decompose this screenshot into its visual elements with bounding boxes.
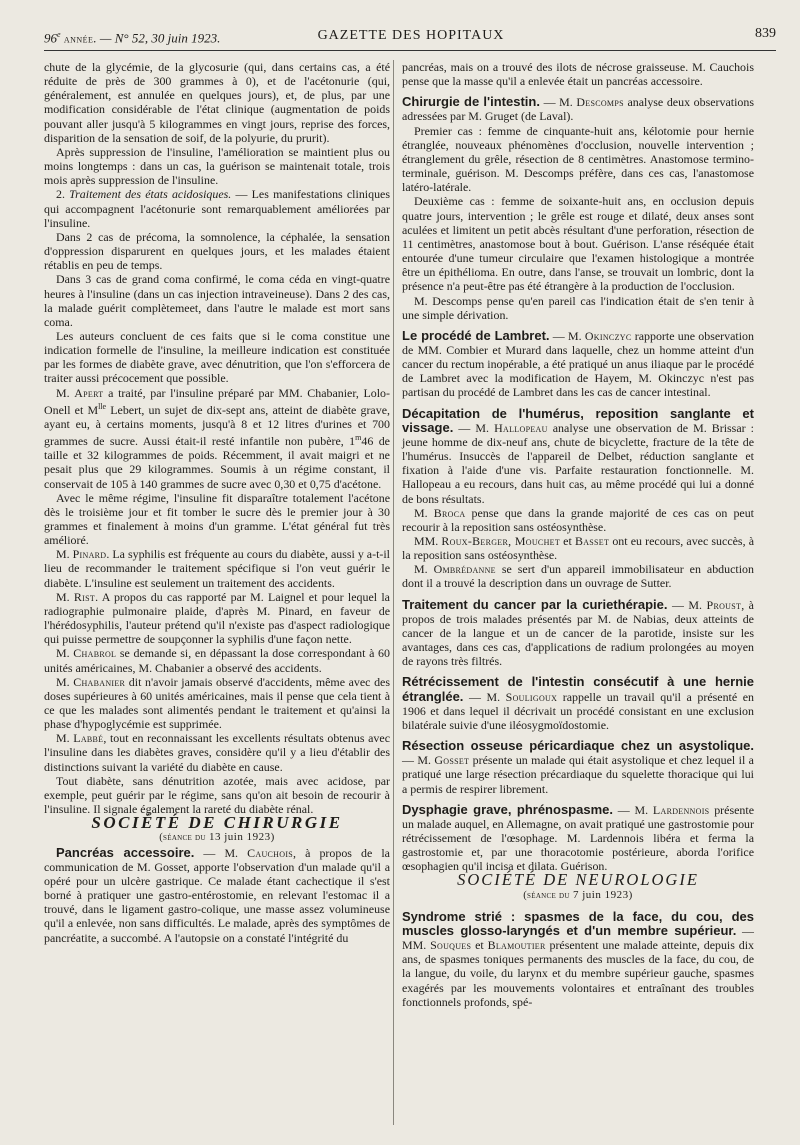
paragraph — [44, 675, 390, 732]
text: présente un malade qui était asystolique et chez lequel il a pratiqué une large résection précardiaque du squelette thoracique qui lui a permis de respirer librement. — [402, 753, 754, 796]
society-heading: SOCIÉTÉ DE CHIRURGIE — [91, 813, 343, 833]
article-heading: Dysphagie grave, phrénospasme. — [402, 801, 613, 817]
text: — M. — [612, 802, 653, 817]
author-name: Broca — [433, 505, 466, 520]
paragraph: Dans 2 cas de précoma, la somnolence, la céphalée, la sensation d'oppression disparurent en quelques jours, et les malades étaient rétablis en peu de temps. — [44, 229, 390, 273]
text: — M. — [667, 597, 707, 612]
journal-title: GAZETTE DES HOPITAUX — [317, 28, 505, 43]
author-name: Ombrédanne — [433, 562, 496, 577]
text: M. — [56, 646, 74, 661]
page-header — [44, 26, 778, 48]
paragraph: Deuxième cas : femme de soixante-huit ans, en occlusion depuis quatre jours, intervention ; le grêle est rouge et dilaté, deux anses sont aculées et limitent un petit abcès résultant d'une perforation, résection de 11 centimètres, anastomose bout à bout. Guérison. L'anse réséquée était entourée d'une tumeur circulaire que l'examen histologique a montrée être un épithélioma. En outre, dans l'anse, se trouvait un lombric, dont la présence n'a peut-être pas été étrangère à la production de l'occlusion. — [402, 194, 754, 294]
seance-word: (séance du — [159, 832, 206, 844]
paragraph: Tout diabète, sans dénutrition azotée, mais avec acidose, par exemple, peut guérir par le régime, sans qu'on ait besoin de recourir à l'insuline. Il signale également la rareté du diabète rénal. — [44, 773, 390, 817]
text: M. — [56, 674, 74, 689]
text: — M. — [194, 845, 248, 860]
page-number: 839 — [755, 26, 776, 41]
article — [402, 329, 754, 400]
paragraph: M. Descomps pense qu'en pareil cas l'indication était de s'en tenir à une simple dérivation. — [402, 293, 754, 322]
text: M. — [56, 385, 75, 400]
paragraph — [44, 547, 390, 589]
paragraph: chute de la glycémie, de la glycosurie (qui, dans certains cas, a été réduite de près de 300 grammes à 0), et de l'acétonurie (qui, généralement, est annulée en quelques jours), et, de plus, par une modification considérable de l'état clinique (augmentation de poids pouvant aller jusqu'à 5 kilogrammes en vingt jours, reprise des forces, disparition de la sensation de soif, de la polyurie, du prurit). — [44, 60, 390, 145]
text: rappelle un travail qu'il a présenté en 1906 et dans lequel il décrivait un procédé consistant en une exclusion bilatérale suivie d'une iléosygmoïdostomie. — [402, 689, 754, 732]
section-number: 2. — [56, 187, 65, 202]
paragraph — [402, 534, 754, 562]
paragraph — [44, 590, 390, 647]
text: a traité, par l'insuline préparé par MM. Chabanier, Lolo-Onell et M — [44, 385, 390, 417]
text: , tout en reconnaissant les excellents résultats obtenus avec l'insuline dans les diabètes graves, considère qu'il y a lieu d'établir des distinctions suivant la variété du diabète en cause. — [44, 731, 390, 774]
text: — M. — [453, 420, 495, 435]
author-name: Pinard — [72, 547, 107, 562]
column-divider — [393, 60, 394, 1125]
paragraph: pancréas, mais on a trouvé des ilots de nécrose graisseuse. M. Cauchois pense que la masse qu'il a enlevée était un pancréas accessoire. — [402, 60, 754, 89]
text: — M. — [549, 328, 585, 343]
text: . A propos du cas rapporté par M. Laignel et pour lequel la radiographie pulmonaire plaide, d'après M. Pinard, en faveur de l'hérédosyphilis, l'auteur prétend qu'il n'existe pas d'aspect radiologique qui puisse permettre de soupçonner la syphilis d'une façon nette. — [44, 589, 390, 647]
seance-line — [402, 888, 754, 903]
text: Lebert, un sujet de dix-sept ans, atteint de diabète grave, ayant eu, à certains moments, jusqu'à 8 et 12 litres d'urines et 700 grammes de sucre. Aussi était-il resté infantile non pubère, 1 — [44, 402, 390, 449]
paragraph: Dans 3 cas de grand coma confirmé, le coma céda en vingt-quatre heures à l'insuline (dans un cas injection intraveineuse). Dans 2 des cas, la malade guérit complètemeet, dans l'autre le malade est mort sans coma. — [44, 272, 390, 329]
author-name: Rist — [73, 589, 96, 604]
author-name: Descomps — [576, 95, 624, 110]
text: — MM. — [402, 923, 754, 953]
paragraph — [44, 846, 390, 945]
paragraph — [44, 386, 390, 491]
text: M. — [414, 505, 434, 520]
article — [402, 598, 754, 669]
article — [402, 675, 754, 732]
article — [402, 910, 754, 1009]
author-name: Chabrol — [73, 646, 117, 661]
paragraph — [44, 731, 390, 773]
section-title: Traitement des états acidosiques. — [69, 187, 232, 202]
article — [402, 739, 754, 796]
text: M. — [414, 562, 434, 577]
paragraph — [402, 562, 754, 590]
paragraph: Après suppression de l'insuline, l'amélioration se maintient plus ou moins longtemps : dans un cas, la guérison se maintenait totale, trois mois après suppression de l'insuline. — [44, 144, 390, 188]
text: et — [471, 938, 488, 953]
text: dit n'avoir jamais observé d'accidents, même avec des doses supérieures à 60 unités américaines, mais il pense que cela tient à ce que les malades sont alimentés pendant le traitement et qu'ainsi la phase d'hypoglycémie est supprimée. — [44, 674, 390, 732]
author-name: Basset — [574, 534, 610, 548]
article — [402, 407, 754, 506]
seance-date: 7 juin 1923) — [569, 888, 633, 901]
author-name: Chabanier — [73, 674, 126, 689]
header-rule — [44, 50, 776, 51]
author-name: Cauchois — [247, 845, 294, 860]
sup: lle — [98, 401, 107, 411]
text: et — [560, 534, 575, 548]
text: ont eu recours, avec succès, à la reposition sans ostéosynthèse. — [402, 534, 755, 563]
author-name: Lardennois — [652, 802, 710, 817]
author-name: Souques — [430, 938, 472, 953]
text: M. — [56, 589, 74, 604]
article-heading: Rétrécissement de l'intestin consécutif à une hernie étranglée. — [402, 674, 754, 704]
author-name: Blamoutier — [487, 938, 546, 953]
text: , à propos de la communication de M. Gosset, apporte l'observation d'un malade qu'il a opéré pour un ulcère gastrique. Ce malade étant cachectique il s'est borné à pratiquer une gastro-entérostomie, en relevant l'estomac il a trouvé, dans le ligament gastro-colique, une masse assez volumineuse qu'il a enlevée, non sans difficultés. Le malade, après des symptômes de pancréatite, a succombé. A l'autopsie on a constaté l'intégrité du — [44, 845, 390, 945]
text: , à propos de trois malades présentés par M. de Nabias, deux atteints de cancer de la langue et un de cancer de la parotide, insiste sur les avantages, dans ces cas, d'applications de radium prolongées au moyen de rayons très filtrés. — [402, 597, 754, 669]
text: . La syphilis est fréquente au cours du diabète, aussi y a-t-il lieu de recommander le traitement spécifique si l'on veut guérir le diabète. L'insuline est seulement un traitement des accidents. — [44, 547, 390, 590]
text: — M. — [539, 95, 577, 110]
paragraph — [44, 646, 390, 674]
text: se sert d'un appareil immobilisateur en abduction dont il a trouvé la description dans un ouvrage de Sutter. — [402, 562, 754, 591]
author-name: Okinczyc — [584, 328, 632, 343]
paragraph-text: — Les manifestations cliniques qui accompagnent l'acétonurie sont remarquablement améliorées par l'insuline. — [44, 187, 390, 230]
seance-date: 13 juin 1923) — [205, 831, 275, 844]
text: — M. — [463, 689, 506, 704]
text: M. — [56, 731, 74, 746]
text: pense que dans la grande majorité de ces cas on peut recourir à la reposition sans ostéosynthèse. — [402, 505, 754, 534]
society-heading: SOCIÉTÉ DE NEUROLOGIE — [457, 870, 699, 890]
article-heading: Syndrome strié : spasmes de la face, du cou, des muscles glosso-laryngés et d'un membre supérieur. — [402, 908, 754, 938]
author-name: Proust — [706, 597, 742, 612]
left-column — [44, 60, 390, 945]
paragraph: Les auteurs concluent de ces faits que si le coma constitue une indication formelle de l'insuline, la meilleure indication est constituée par les formes de diabète grave, avec dénutrition, que l'on s'efforcera de traiter aussi précocement que possible. — [44, 328, 390, 386]
author-name: Apert — [74, 385, 104, 400]
text: 46 de taille et 32 kilogrammes de poids. Récemment, il avait maigri et ne pesait plus que 29 kilogrammes. Soumis à un régime constant, il conservait de 105 à 140 grammes de sucre avec 0,30 et 0,75 d'acétone. — [44, 434, 390, 491]
paragraph — [402, 506, 754, 534]
article-heading: Traitement du cancer par la curiethérapie. — [402, 596, 668, 612]
issue-sup: e — [57, 30, 61, 39]
sup: m — [355, 433, 362, 443]
paragraph: Avec le même régime, l'insuline fit disparaître totalement l'acétone dès le troisième jour et fit tomber le sucre dès le premier jour à 30 grammes et finalement à moins d'un gramme. L'état général fut très amélioré. — [44, 490, 390, 548]
article-heading: Pancréas accessoire. — [56, 844, 195, 860]
article-heading: Résection osseuse péricardiaque chez un asystolique. — [402, 738, 754, 754]
seance-word: (séance du — [523, 889, 570, 901]
issue-word: année — [63, 33, 94, 46]
article — [402, 95, 754, 123]
right-column — [402, 60, 754, 1009]
text: analyse deux observations adressées par M. Gruget (de Laval). — [402, 95, 754, 124]
author-name: Hallopeau — [494, 420, 548, 435]
author-name: Souligoux — [505, 689, 558, 704]
text: se demande si, en dépassant la dose correspondant à 60 unités américaines, M. Chabanier a observé des accidents. — [44, 646, 390, 675]
author-name: Labbé — [73, 731, 104, 746]
text: présentent une malade atteinte, depuis dix ans, de spasmes toniques permanents des muscles de la face, du cou, de la langue, du voile, du larynx et du membre supérieur gauche, spasmes exagérés par les mouvements volontaires et entraînant des troubles fonctionnels profonds, spé- — [402, 938, 754, 1009]
text: analyse une observation de M. Brissar : jeune homme de dix-neuf ans, chute de bicyclette, fracture de la tête de l'humérus. Insuccès de l'appareil de Delbet, réduction sanglante et fixation à l'aide d'une vis. Parfaite restauration fonctionnelle. M. Hallopeau a eu recours, dans huit cas, au même procédé qui lui a donné de bons résultats. — [402, 420, 754, 506]
article — [402, 803, 754, 874]
text: MM. — [414, 534, 442, 548]
text: M. — [56, 547, 73, 562]
paragraph: Premier cas : femme de cinquante-huit ans, kélotomie pour hernie étranglée, nouveaux phénomènes d'occlusion, nouvelle intervention ; étranglement du grêle, résection de 8 centimètres. Anastomose termino-terminale, guérison. M. Descomps préfère, dans ces cas, l'anastomose latéro-latérale. — [402, 123, 754, 195]
article-heading: Le procédé de Lambret. — [402, 327, 550, 343]
text: rapporte une observation de MM. Combier et Murard dans laquelle, chez un homme atteint d'un cancer du rectum inopérable, a été pratiqué un anus iliaque par le procédé de Lambret avec la modification de Hayem, M. Okinczyc n'est pas partisan du procédé de Lambret dans les cas de cancer intestinal. — [402, 328, 754, 400]
seance-line — [44, 830, 390, 845]
author-name: Roux-Berger, Mouchet — [441, 534, 561, 548]
text: présente un malade auquel, en Allemagne, on avait pratiqué une gastrostomie pour rétrécissement de l'œsophage. M. Lardennois libéra et ferma la gastrostomie et, par une thoracotomie postérieure, aborda l'orifice œsophagien qu'il incisa et dilata. Guérison. — [402, 802, 754, 874]
text: — M. — [402, 753, 435, 768]
paragraph — [44, 187, 390, 229]
issue-date: . — N° 52, 30 juin 1923. — [93, 30, 221, 46]
author-name: Gosset — [434, 753, 470, 768]
article-heading: Chirurgie de l'intestin. — [402, 94, 540, 110]
article-heading: Décapitation de l'humérus, reposition sanglante et vissage. — [402, 405, 754, 435]
issue-number: 96 — [44, 30, 57, 46]
